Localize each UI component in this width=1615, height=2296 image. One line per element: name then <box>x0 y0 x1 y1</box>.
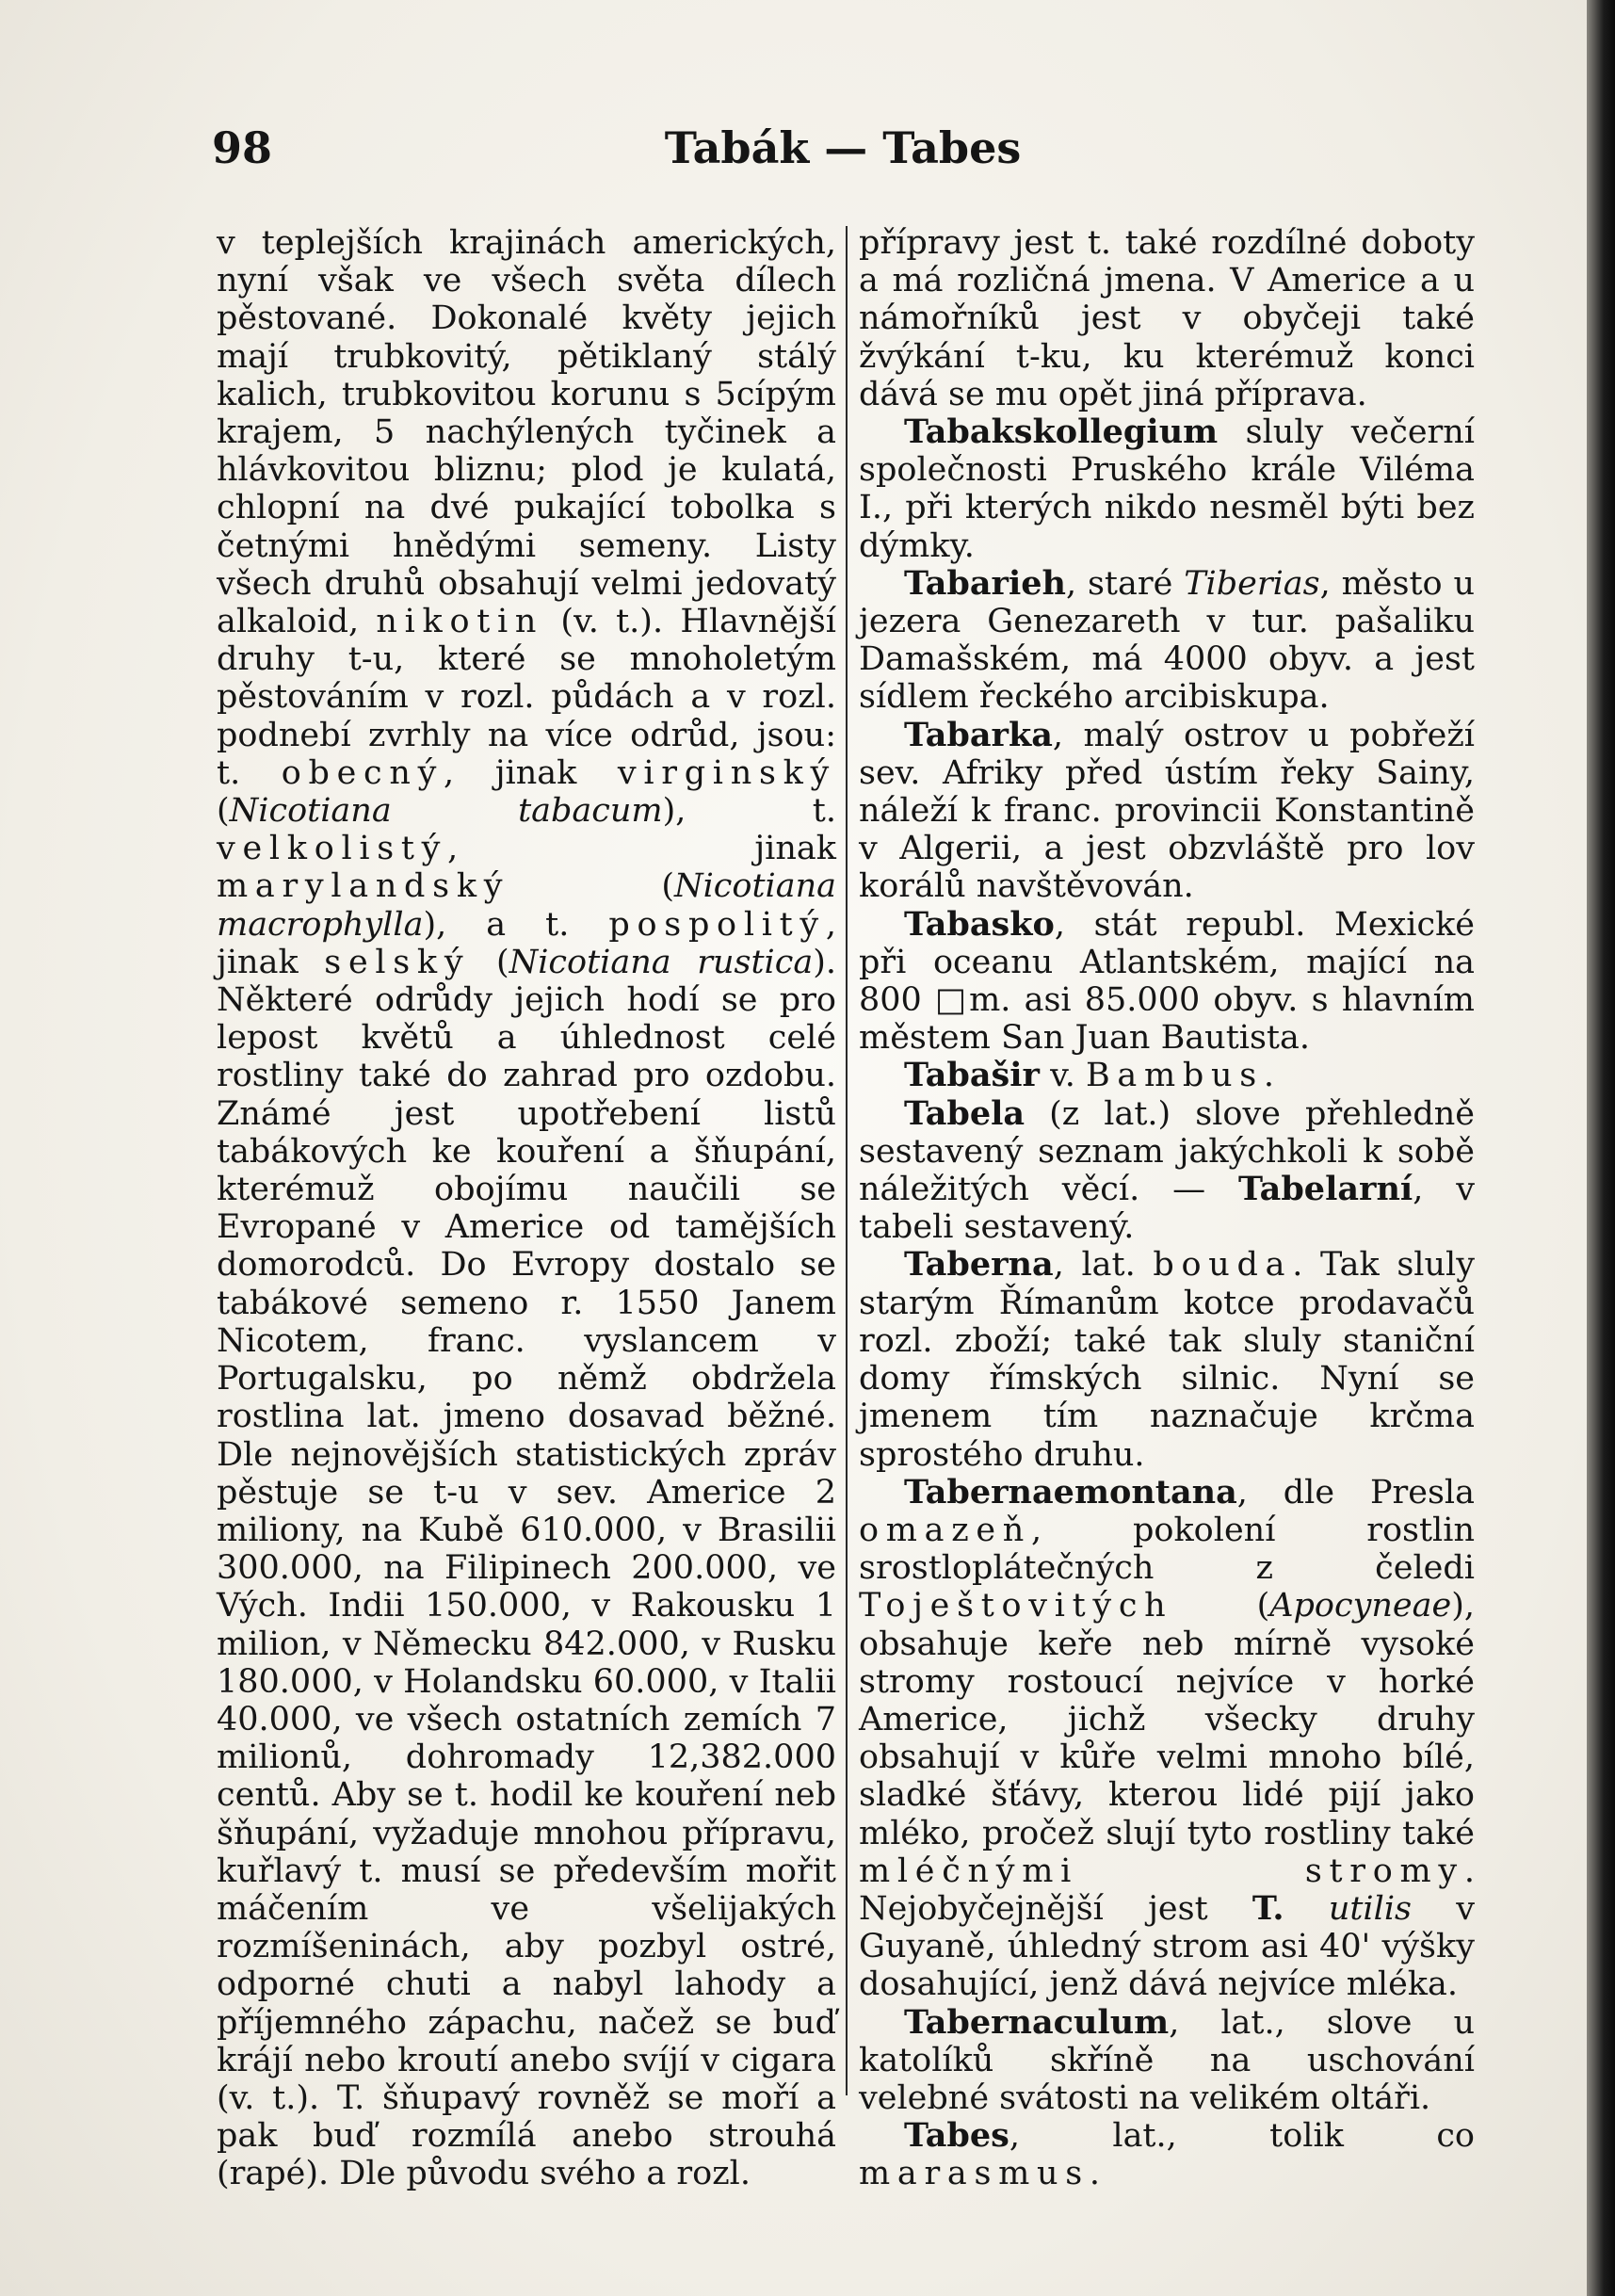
tabak-entry-continuation: v teplejších krajinách amerických, nyní však ve všech světa dílech pěstované. Dokonalé květy jejich mají trubkovitý, pětiklaný stálý kalich, trubkovitou korunu s 5cípým krajem, 5 nachýlených tyčinek a hlávkovitou bliznu; plod je kulatá, chlopní na dvé pukající tobolka s četnými hnědými semeny. Listy všech druhů obsahují velmi jedovatý alkaloid, nikotin (v. t.). Hlavnější druhy t-u, které se mnoholetým pěstováním v rozl. půdách a v rozl. podnebí zvrhly na více odrůd, jsou: t. obecný, jinak virginský (Nicotiana tabacum), t. velkolistý, jinak marylandský (Nicotiana macrophylla), a t. pospolitý, jinak selský (Nicotiana rustica). Některé odrůdy jejich hodí se pro lepost květů a úhlednost celé rostliny také do zahrad pro ozdobu. Známé jest upotřebení listů tabákových ke kouření a šňupání, kterémuž obojímu naučili se Evropané v Americe od tamějších domorodců. Do Evropy dostalo se tabákové semeno r. 1550 Janem Nicotem, franc. vyslancem v Portugalsku, po němž obdržela rostlina lat. jmeno dosavad běžné. Dle nejnovějších statistických zpráv pěstuje se t-u v sev. Americe 2 miliony, na Kubě 610.000, v Brasilii 300.000, na Filipinech 200.000, ve Vých. Indii 150.000, v Rakousku 1 milion, v Německu 842.000, v Rusku 180.000, v Holandsku 60.000, v Italii 40.000, ve všech ostatních zemích 7 milionů, dohromady 12,382.000 centů. Aby se t. hodil ke kouření neb šňupání, vyžaduje mnohou přípravu, kuřlavý t. musí se především mořit máčením ve všelijakých rozmíšeninách, aby pozbyl ostré, odporné chuti a nabyl lahody a příjemného zápachu, načež se buď krájí nebo kroutí anebo svíjí v cigara (v. t.). T. šňupavý rovněž se moří a pak buď rozmílá anebo strouhá (rapé). Dle původu svého a rozl. <box>217 224 836 2193</box>
entry-tabernaculum: Tabernaculum, lat., slove u katolíků skříně na uschování velebné svátosti na velikém oltáři. <box>859 2002 1475 2117</box>
right-column <box>859 224 1475 2193</box>
entry-tabes: Tabes, lat., tolik co marasmus. <box>859 2116 1475 2193</box>
entry-tabarieh: Tabarieh, staré Tiberias, město u jezera Genezareth v tur. pašaliku Damašském, má 4000 obyv. a jest sídlem řeckého arcibiskupa. <box>859 563 1476 717</box>
entry-taberna: Taberna, lat. bouda. Tak sluly starým Římanům kotce prodavačů rozl. zboží; také tak sluly staniční domy římských silnic. Nyní se jmenem tím naznačuje krčma sprostého druhu. <box>859 1245 1475 1474</box>
left-column <box>217 224 836 2193</box>
page-header <box>212 122 1474 179</box>
tabak-entry-end: přípravy jest t. také rozdílné doboty a má rozličná jmena. V Americe a u námořníků jest v obyčeji také žvýkání t-ku, ku kterémuž konci dává se mu opět jiná příprava. <box>859 224 1475 413</box>
entry-tabarka: Tabarka, malý ostrov u pobřeží sev. Afriky před ústím řeky Sainy, náleží k franc. provincii Konstantině v Algerii, a jest obzvláště pro lov korálů navštěvován. <box>859 715 1475 906</box>
entry-tabernaemontana: Tabernaemontana, dle Presla omazeň, pokolení rostlin srostloplátečných z čeledi Toještovitých (Apocyneae), obsahuje keře neb mírně vysoké stromy rostoucí nejvíce v horké Americe, jichž všecky druhy obsahují v kůře velmi mnoho bílé, sladké šťávy, kterou lidé pijí jako mléko, pročež slují tyto rostliny také mléčnými stromy. Nejobyčejnější jest T. utilis v Guyaně, úhledný strom asi 40' výšky dosahující, jenž dává nejvíce mléka. <box>859 1472 1475 2004</box>
entry-tabasko: Tabasko, stát republ. Mexické při oceanu Atlantském, mající na 800 □m. asi 85.000 obyv. s hlavním městem San Juan Bautista. <box>859 904 1475 1058</box>
column-divider <box>846 226 848 2095</box>
entry-tabela: Tabela (z lat.) slove přehledně sestavený seznam jakýchkoli k sobě náležitých věcí. — Tabelarní, v tabeli sestavený. <box>859 1093 1476 1247</box>
entry-tabakskollegium: Tabakskollegium sluly večerní společnosti Pruského krále Viléma I., při kterých nikdo nesměl býti bez dýmky. <box>859 412 1475 565</box>
entry-tabasir: Tabašir v. Bambus. <box>904 1056 1274 1095</box>
page-edge-shadow <box>1587 0 1615 2296</box>
running-head: Tabák — Tabes <box>664 122 1022 173</box>
page-number: 98 <box>212 122 273 173</box>
